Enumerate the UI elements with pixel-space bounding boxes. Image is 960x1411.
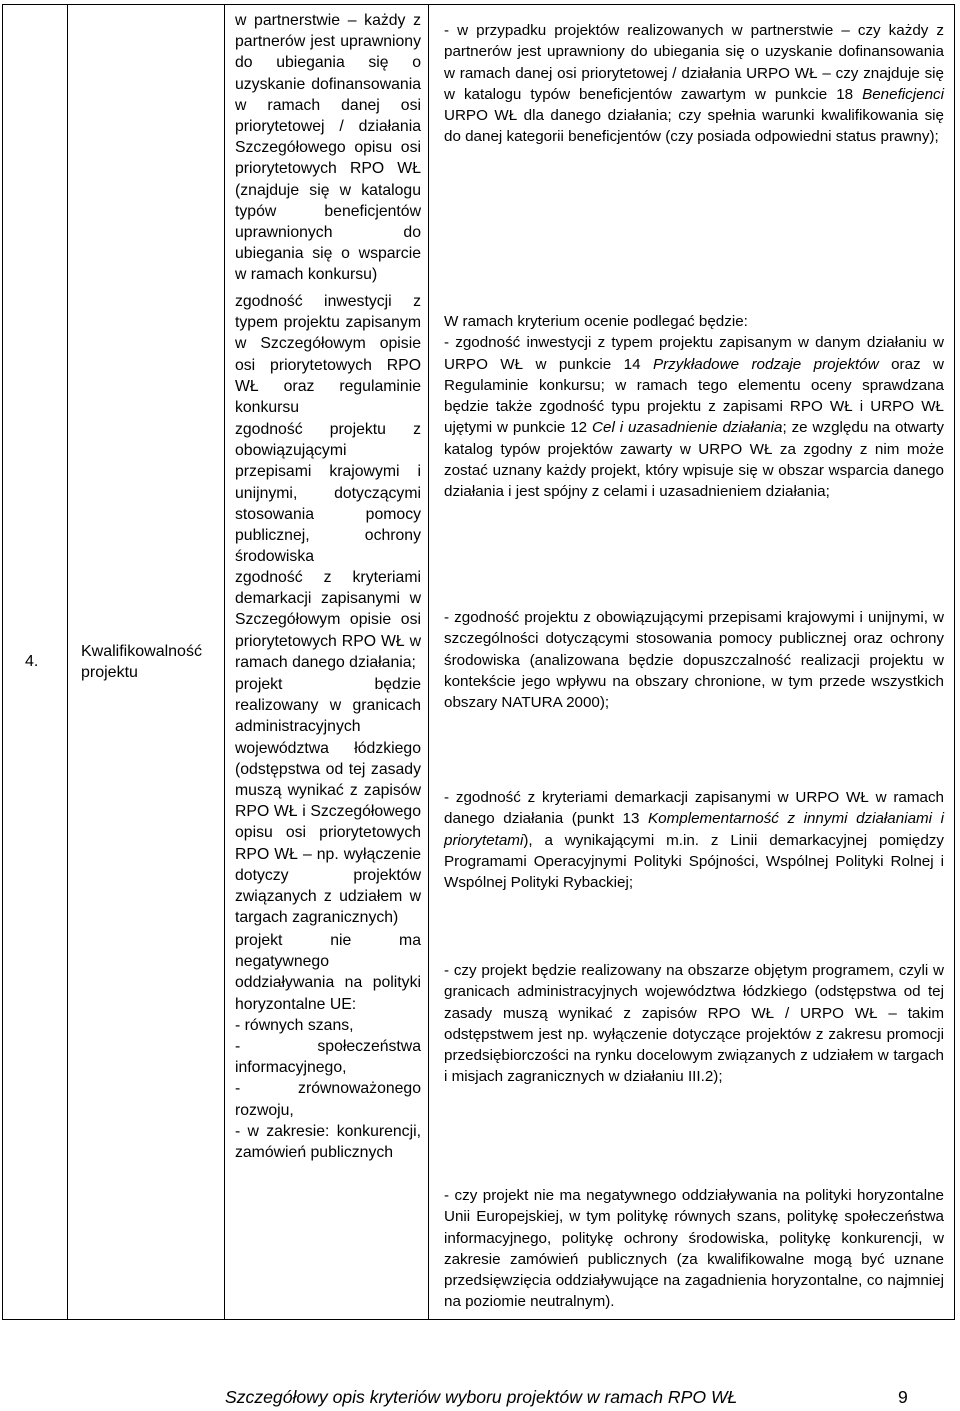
criteria-table (2, 4, 955, 1320)
description-paragraph: - w przypadku projektów realizowanych w partnerstwie – czy każdy z partnerów jest uprawniony do ubiegania się o uzyskanie dofinansowania w ramach danej osi priorytetowej / działania URPO WŁ – czy znajduje się w katalogu typów beneficjentów zawartym w punkcie 18 Beneficjenci URPO WŁ dla danego działania; czy spełnia warunki kwalifikowania się do danej kategorii beneficjentów (czy posiada odpowiedni status prawny); (444, 22, 944, 146)
description-paragraph: - zgodność z kryteriami demarkacji zapisanymi w URPO WŁ w ramach danego działania (punkt 13 Komplementarność z innymi działaniami i priorytetami), a wynikającymi m.in. z Linii demarkacyjnej pomiędzy Programami Operacyjnymi Polityki Spójności, Wspólnej Polityki Rolnej i Wspólnej Polityki Rybackiej; (444, 789, 944, 892)
criterion-item: projekt nie ma negatywnego oddziaływania na polityki horyzontalne UE: (235, 932, 421, 1013)
description-paragraph: - czy projekt będzie realizowany na obszarze objętym programem, czyli w granicach administracyjnych województwa łódzkiego (odstępstwa od tej zasady muszą wynikać z zapisów RPO WŁ / URPO WŁ – takim odstępstwem jest np. wyłączenie dotyczące projektów z zakresu promocji przedsiębiorczości na rynku docelowym związanych z udziałem w targach i misjach zagranicznych w działaniu III.2); (444, 962, 944, 1086)
criterion-item: zgodność z kryteriami demarkacji zapisanymi w Szczegółowym opisie osi priorytetowych RPO WŁ w ramach danego działania; (235, 569, 421, 671)
criterion-name-line: projektu (81, 663, 138, 681)
criterion-name (68, 641, 224, 683)
criteria-list-cell (225, 5, 429, 1320)
criterion-item: - w zakresie: konkurencji, zamówień publicznych (235, 1122, 421, 1162)
criterion-item: - zrównoważonego rozwoju, (235, 1080, 421, 1119)
criterion-name-line: Kwalifikowalność (81, 642, 202, 660)
row-number: 4. (25, 652, 39, 670)
criterion-item: projekt będzie realizowany w granicach administracyjnych województwa łódzkiego (odstępstwa od tej zasady muszą wynikać z zapisów RPO WŁ i Szczegółowego opisu osi priorytetowych RPO WŁ – np. wyłączenie dotyczy projektów związanych z udziałem w targach zagranicznych) (235, 676, 421, 927)
description-cell (429, 5, 955, 1320)
description-paragraph: - czy projekt nie ma negatywnego oddziaływania na polityki horyzontalne Unii Europejskiej, w tym politykę równych szans, politykę społeczeństwa informacyjnego, politykę ochrony środowiska, politykę konkurencji, w zakresie zamówień publicznych (za kwalifikowalne mogą być uznane przedsięwzięcia oddziaływujące na zagadnienia horyzontalne, co najmniej na poziomie neutralnym). (444, 1187, 944, 1311)
criterion-item: - społeczeństwa informacyjnego, (235, 1038, 421, 1077)
criterion-name-cell (68, 5, 225, 1320)
page-number: 9 (898, 1387, 908, 1407)
criterion-item: - równych szans, (235, 1016, 354, 1034)
footer-title: Szczegółowy opis kryteriów wyboru projektów w ramach RPO WŁ (225, 1387, 738, 1407)
criterion-item: zgodność inwestycji z typem projektu zapisanym w Szczegółowym opisie osi priorytetowych RPO WŁ oraz regulaminie konkursu (235, 293, 421, 417)
table-row (3, 5, 955, 1320)
description-paragraph: W ramach kryterium ocenie podlegać będzie: - zgodność inwestycji z typem projektu zapisanym w danym działaniu w URPO WŁ w punkcie 14 Przykładowe rodzaje projektów oraz w Regulaminie konkursu; w ramach tego elementu oceny sprawdzana będzie także zgodność typu projektu z zapisami RPO WŁ i URPO WŁ ujętymi w punkcie 12 Cel i uzasadnienie działania; ze względu na otwarty katalog typów projektów zawarty w URPO WŁ za zgodny z nim może zostać uznany każdy projekt, który wpisuje się w obszar wsparcia danego działania i jest spójny z celami i uzasadnieniem działania; (444, 313, 945, 501)
row-number-cell (3, 5, 68, 1320)
criterion-item: zgodność projektu z obowiązującymi przepisami krajowymi i unijnymi, dotyczącymi stosowania pomocy publicznej, ochrony środowiska (235, 421, 421, 566)
description-paragraph: - zgodność projektu z obowiązującymi przepisami krajowymi i unijnymi, w szczególności dotyczącymi stosowania pomocy publicznej oraz ochrony środowiska (analizowana będzie dopuszczalność realizacji projektu w kontekście jego wpływu na obszary chronione, w tym przede wszystkich obszary NATURA 2000); (444, 609, 944, 712)
criterion-item: w partnerstwie – każdy z partnerów jest uprawniony do ubiegania się o uzyskanie dofinansowania w ramach danej osi priorytetowej / działania Szczegółowego opisu osi priorytetowych RPO WŁ (znajduje się w katalogu typów beneficjentów uprawnionych do ubiegania się o wsparcie w ramach konkursu) (235, 12, 421, 284)
